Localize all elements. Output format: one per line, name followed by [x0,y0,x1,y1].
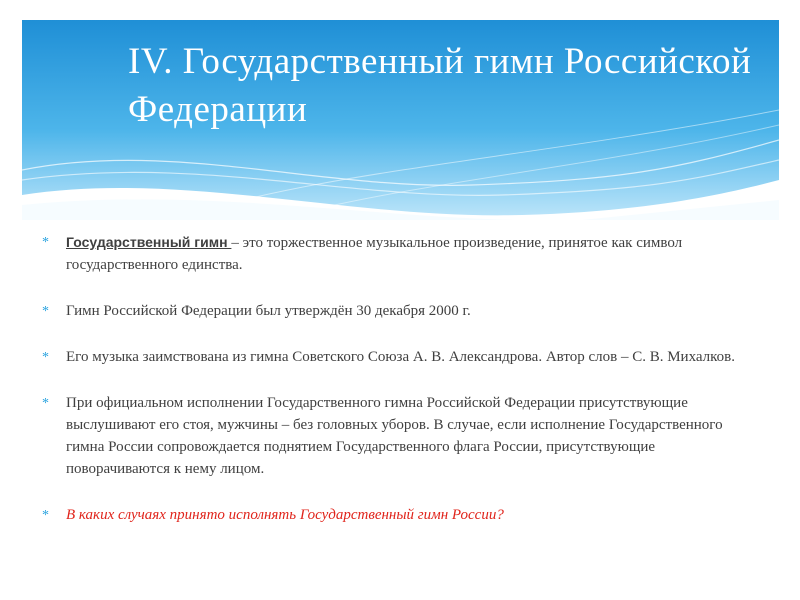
term-link[interactable]: Государственный гимн [66,234,232,250]
slide-title: IV. Государственный гимн Российской Федерации [128,41,752,130]
question-text: В каких случаях принято исполнять Государственный гимн России? [66,507,504,523]
list-item [42,231,762,276]
list-item [42,346,762,368]
list-item [42,300,762,322]
list-item [42,392,762,480]
bullet-asterisk-icon: * [42,304,49,319]
bullet-text: Его музыка заимствована из гимна Советского Союза А. В. Александрова. Автор слов – С. В. Михалков. [66,349,736,365]
bullet-asterisk-icon: * [42,235,49,250]
bullet-list [42,231,762,550]
bullet-asterisk-icon: * [42,350,49,365]
bullet-asterisk-icon: * [42,508,49,523]
bullet-asterisk-icon: * [42,396,49,411]
bullet-text: Гимн Российской Федерации был утверждён 30 декабря 2000 г. [66,303,471,319]
term-definition: – это торжественное музыкальное произведение, принятое как символ государственного единства. [66,235,683,273]
bullet-text: При официальном исполнении Государственного гимна Российской Федерации присутствующие выслушивают его стоя, мужчины – без головных уборов. В случае, если исполнение Государственного гимна России сопровождается поднятием Государственного флага России, присутствующие поворачиваются к нему лицом. [66,395,723,477]
bullet-text [66,231,762,276]
list-item [42,504,762,526]
title-banner [22,20,779,220]
